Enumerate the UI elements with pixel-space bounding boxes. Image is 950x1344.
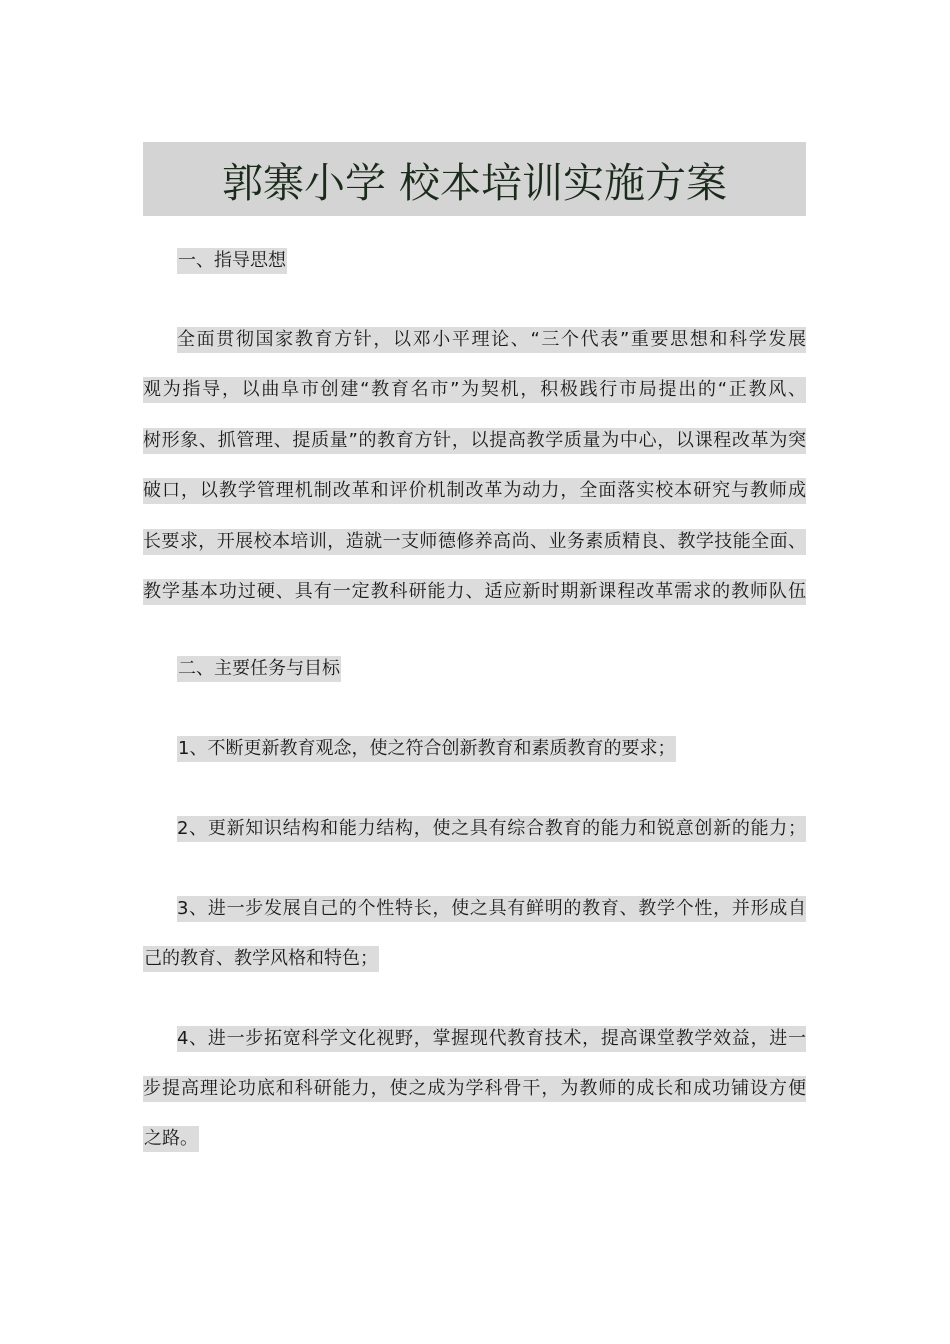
list-item-text: 己的教育、教学风格和特色； <box>143 946 379 972</box>
list-item <box>177 736 806 762</box>
list-item-text: 3、进一步发展自己的个性特长，使之具有鲜明的教育、教学个性，并形成自 <box>177 896 806 922</box>
list-item-continuation <box>143 1126 199 1152</box>
paragraph-line <box>143 377 806 403</box>
list-item <box>177 816 806 842</box>
list-item <box>177 1026 806 1052</box>
paragraph-text: 树形象、抓管理、提质量”的教育方针，以提高教学质量为中心，以课程改革为突 <box>143 428 806 454</box>
paragraph-line <box>143 428 806 454</box>
section-heading-guiding-ideology <box>177 248 806 274</box>
list-item <box>177 896 806 922</box>
title-banner <box>143 142 806 216</box>
paragraph-line <box>143 478 806 504</box>
paragraph-line <box>177 327 806 353</box>
paragraph-text: 长要求，开展校本培训，造就一支师德修养高尚、业务素质精良、教学技能全面、 <box>143 529 806 555</box>
document-title: 郭寨小学 校本培训实施方案 <box>221 158 728 207</box>
paragraph-line <box>143 579 806 605</box>
paragraph-text: 观为指导，以曲阜市创建“教育名市”为契机，积极践行市局提出的“正教风、 <box>143 377 806 403</box>
list-item-text: 1、不断更新教育观念，使之符合创新教育和素质教育的要求； <box>177 736 676 762</box>
list-item-text: 2、更新知识结构和能力结构，使之具有综合教育的能力和锐意创新的能力； <box>177 816 806 842</box>
list-item-text: 步提高理论功底和科研能力，使之成为学科骨干，为教师的成长和成功铺设方便 <box>143 1076 806 1102</box>
list-item-continuation <box>143 946 379 972</box>
list-item-continuation <box>143 1076 806 1102</box>
heading-text: 二、主要任务与目标 <box>177 656 341 682</box>
list-item-text: 之路。 <box>143 1126 199 1152</box>
heading-text: 一、指导思想 <box>177 248 287 274</box>
list-item-text: 4、进一步拓宽科学文化视野，掌握现代教育技术，提高课堂教学效益，进一 <box>177 1026 806 1052</box>
paragraph-text: 教学基本功过硬、具有一定教科研能力、适应新时期新课程改革需求的教师队伍 <box>143 579 806 605</box>
paragraph-text: 全面贯彻国家教育方针，以邓小平理论、“三个代表”重要思想和科学发展 <box>177 327 806 353</box>
paragraph-text: 破口，以教学管理机制改革和评价机制改革为动力，全面落实校本研究与教师成 <box>143 478 806 504</box>
paragraph-line <box>143 529 806 555</box>
section-heading-tasks-goals <box>177 656 806 682</box>
